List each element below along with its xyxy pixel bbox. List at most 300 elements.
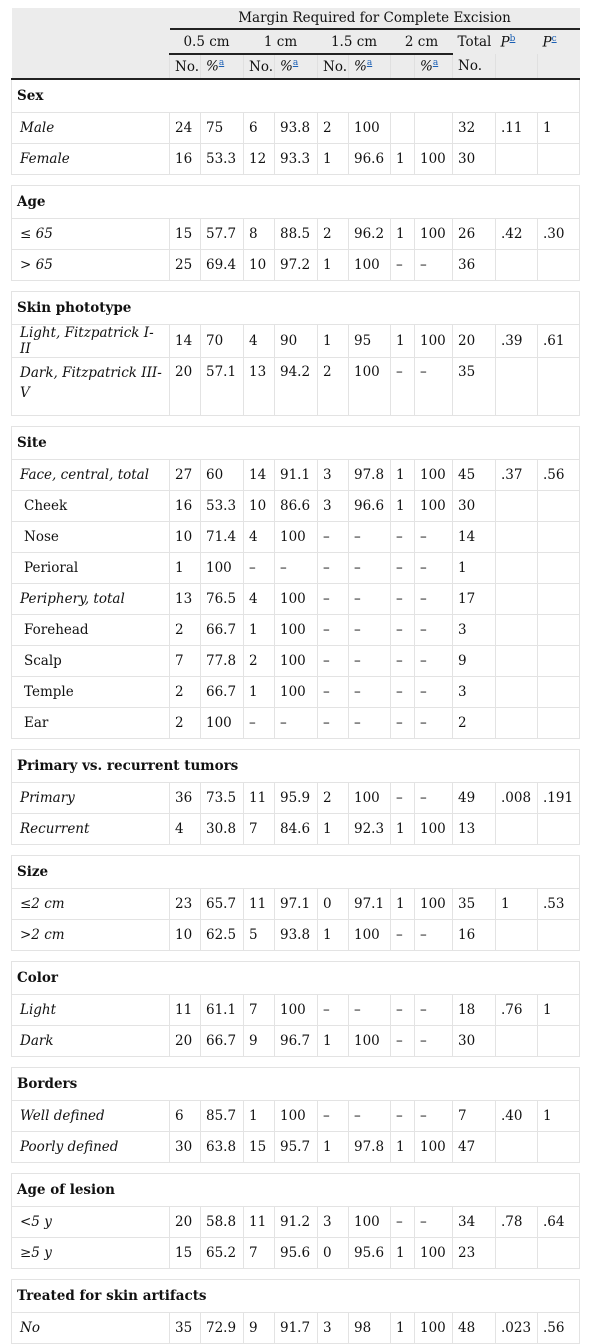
- table-cell: –: [318, 553, 349, 584]
- table-cell: 1: [318, 1026, 349, 1057]
- table-cell: .023: [496, 1313, 538, 1344]
- table-cell: 4: [244, 584, 275, 615]
- table-cell: 6: [244, 113, 275, 144]
- table-cell: –: [415, 553, 453, 584]
- table-cell: 1: [391, 460, 415, 491]
- table-cell: [538, 250, 580, 281]
- table-cell: 65.2: [201, 1238, 244, 1269]
- table-cell: 35: [170, 1313, 201, 1344]
- table-cell: 97.8: [349, 460, 391, 491]
- table-cell: .53: [538, 889, 580, 920]
- section-header-row: [12, 1174, 580, 1207]
- table-cell: 27: [170, 460, 201, 491]
- row-label: Light, Fitzpatrick I-II: [12, 325, 170, 358]
- table-cell: 1: [391, 1238, 415, 1269]
- table-cell: –: [415, 1026, 453, 1057]
- subheader-no-1-5cm: No.: [318, 54, 349, 79]
- table-cell: 97.2: [275, 250, 318, 281]
- table-cell: 100: [349, 250, 391, 281]
- table-cell: –: [415, 677, 453, 708]
- table-cell: 100: [415, 889, 453, 920]
- section-spacer: [12, 1163, 580, 1174]
- table-cell: 49: [453, 783, 496, 814]
- table-cell: –: [415, 584, 453, 615]
- table-cell: 1: [318, 144, 349, 175]
- table-cell: –: [318, 1101, 349, 1132]
- table-row: [12, 584, 580, 615]
- footnote-a-link[interactable]: a: [366, 58, 373, 69]
- table-cell: [496, 920, 538, 951]
- table-cell: [538, 1132, 580, 1163]
- table-cell: –: [415, 1207, 453, 1238]
- table-cell: 66.7: [201, 1026, 244, 1057]
- table-cell: –: [391, 1026, 415, 1057]
- table-cell: 58.8: [201, 1207, 244, 1238]
- table-cell: –: [391, 553, 415, 584]
- table-cell: 93.8: [275, 113, 318, 144]
- table-cell: [538, 1026, 580, 1057]
- section-spacer: [12, 1057, 580, 1068]
- section-spacer: [12, 175, 580, 186]
- table-cell: [538, 677, 580, 708]
- table-cell: [538, 615, 580, 646]
- table-cell: .40: [496, 1101, 538, 1132]
- group-header-2cm: 2 cm: [391, 29, 453, 54]
- table-cell: 2: [170, 708, 201, 739]
- table-cell: 100: [349, 783, 391, 814]
- table-cell: 10: [244, 250, 275, 281]
- table-row: [12, 889, 580, 920]
- table-cell: –: [349, 708, 391, 739]
- subheader-blank-pc: [538, 54, 580, 79]
- table-cell: [538, 491, 580, 522]
- subheader-no-1cm: No.: [244, 54, 275, 79]
- subheader-pct-1-5cm: %$^a$: [349, 54, 391, 79]
- table-cell: [496, 708, 538, 739]
- table-cell: .76: [496, 995, 538, 1026]
- row-label: ≥5 y: [12, 1238, 170, 1269]
- row-label: Ear: [12, 708, 170, 739]
- table-row: [12, 553, 580, 584]
- table-row: [12, 814, 580, 845]
- table-cell: –: [318, 677, 349, 708]
- table-cell: 16: [170, 491, 201, 522]
- subheader-no-2cm: [391, 54, 415, 79]
- table-cell: –: [349, 615, 391, 646]
- table-cell: –: [391, 646, 415, 677]
- table-cell: 62.5: [201, 920, 244, 951]
- footnote-b-link[interactable]: b: [509, 33, 516, 44]
- table-cell: 2: [244, 646, 275, 677]
- table-cell: [538, 920, 580, 951]
- table-cell: 15: [244, 1132, 275, 1163]
- table-cell: 92.3: [349, 814, 391, 845]
- table-row: [12, 708, 580, 739]
- table-cell: 1: [391, 491, 415, 522]
- table-cell: [496, 144, 538, 175]
- table-cell: [496, 646, 538, 677]
- table-cell: 11: [244, 783, 275, 814]
- table-cell: 100: [349, 113, 391, 144]
- table-cell: 14: [244, 460, 275, 491]
- row-label: Nose: [12, 522, 170, 553]
- table-row: [12, 1207, 580, 1238]
- table-cell: 9: [453, 646, 496, 677]
- row-label: Dark: [12, 1026, 170, 1057]
- table-cell: 4: [170, 814, 201, 845]
- excision-margin-table: [11, 8, 580, 1344]
- table-cell: –: [391, 250, 415, 281]
- table-cell: 1: [244, 1101, 275, 1132]
- table-cell: .37: [496, 460, 538, 491]
- table-cell: 96.6: [349, 144, 391, 175]
- table-cell: 84.6: [275, 814, 318, 845]
- table-cell: [496, 584, 538, 615]
- table-cell: 20: [170, 1026, 201, 1057]
- table-cell: 1: [318, 814, 349, 845]
- table-cell: 66.7: [201, 615, 244, 646]
- table-cell: 71.4: [201, 522, 244, 553]
- table-header: [12, 8, 580, 79]
- subheader-blank: [12, 54, 170, 79]
- table-cell: 30: [170, 1132, 201, 1163]
- table-cell: 97.8: [349, 1132, 391, 1163]
- table-cell: 73.5: [201, 783, 244, 814]
- table-cell: –: [318, 584, 349, 615]
- table-cell: 97.1: [349, 889, 391, 920]
- table-cell: –: [275, 553, 318, 584]
- table-cell: 75: [201, 113, 244, 144]
- table-cell: 100: [275, 677, 318, 708]
- section-title: Age of lesion: [12, 1174, 580, 1207]
- table-cell: 57.7: [201, 219, 244, 250]
- table-cell: –: [391, 1101, 415, 1132]
- table-cell: 91.1: [275, 460, 318, 491]
- table-title: Margin Required for Complete Excision: [170, 8, 580, 29]
- table-cell: –: [349, 553, 391, 584]
- table-cell: –: [391, 783, 415, 814]
- table-cell: 7: [170, 646, 201, 677]
- table-cell: –: [349, 677, 391, 708]
- table-cell: 2: [170, 615, 201, 646]
- table-cell: –: [349, 1101, 391, 1132]
- table-cell: –: [415, 920, 453, 951]
- table-cell: –: [391, 677, 415, 708]
- section-spacer: [12, 951, 580, 962]
- table-cell: [538, 708, 580, 739]
- table-cell: 100: [349, 1026, 391, 1057]
- table-cell: –: [349, 522, 391, 553]
- table-cell: 100: [275, 522, 318, 553]
- table-row: [12, 358, 580, 416]
- table-cell: 100: [415, 325, 453, 358]
- table-cell: 100: [415, 1238, 453, 1269]
- section-title: Color: [12, 962, 580, 995]
- table-cell: 2: [170, 677, 201, 708]
- row-label: Perioral: [12, 553, 170, 584]
- table-cell: 60: [201, 460, 244, 491]
- table-row: [12, 995, 580, 1026]
- table-cell: .64: [538, 1207, 580, 1238]
- table-cell: [538, 584, 580, 615]
- table-cell: [415, 113, 453, 144]
- table-cell: 3: [318, 460, 349, 491]
- table-cell: [496, 358, 538, 416]
- table-cell: 97.1: [275, 889, 318, 920]
- table-cell: 94.2: [275, 358, 318, 416]
- table-cell: .191: [538, 783, 580, 814]
- table-cell: 100: [349, 1207, 391, 1238]
- section-header-row: [12, 962, 580, 995]
- table-cell: .56: [538, 1313, 580, 1344]
- table-cell: 95: [349, 325, 391, 358]
- table-cell: [496, 250, 538, 281]
- footnote-a-link[interactable]: a: [218, 58, 225, 69]
- table-cell: 100: [349, 920, 391, 951]
- table-cell: 1: [244, 615, 275, 646]
- section-title: Size: [12, 856, 580, 889]
- table-cell: .39: [496, 325, 538, 358]
- table-cell: 17: [453, 584, 496, 615]
- row-label: Dark, Fitzpatrick III-V: [12, 358, 170, 416]
- table-cell: 0: [318, 889, 349, 920]
- table-cell: 1: [391, 889, 415, 920]
- table-cell: 30: [453, 491, 496, 522]
- table-cell: 30: [453, 1026, 496, 1057]
- table-cell: 1: [318, 1132, 349, 1163]
- table-cell: 3: [453, 615, 496, 646]
- table-cell: [538, 522, 580, 553]
- table-cell: 4: [244, 325, 275, 358]
- table-cell: .78: [496, 1207, 538, 1238]
- row-label: Temple: [12, 677, 170, 708]
- table-row: [12, 1026, 580, 1057]
- table-cell: [496, 1132, 538, 1163]
- table-cell: 53.3: [201, 144, 244, 175]
- table-cell: 16: [170, 144, 201, 175]
- table-cell: 100: [275, 995, 318, 1026]
- table-cell: 100: [201, 553, 244, 584]
- table-cell: 95.7: [275, 1132, 318, 1163]
- table-cell: 10: [170, 522, 201, 553]
- table-cell: 69.4: [201, 250, 244, 281]
- section-header-row: [12, 750, 580, 783]
- table-cell: –: [415, 615, 453, 646]
- table-cell: –: [244, 708, 275, 739]
- table-cell: 35: [453, 358, 496, 416]
- table-row: [12, 677, 580, 708]
- section-header-row: [12, 1280, 580, 1313]
- table-cell: [496, 814, 538, 845]
- group-header-0-5cm: 0.5 cm: [170, 29, 244, 54]
- table-cell: 1: [391, 814, 415, 845]
- table-cell: 1: [244, 677, 275, 708]
- table-cell: 20: [170, 358, 201, 416]
- table-cell: 11: [244, 1207, 275, 1238]
- table-cell: 48: [453, 1313, 496, 1344]
- table-row: [12, 1313, 580, 1344]
- table-cell: 34: [453, 1207, 496, 1238]
- table-cell: 11: [244, 889, 275, 920]
- table-cell: 14: [170, 325, 201, 358]
- section-header-row: [12, 186, 580, 219]
- subheader-no-total: No.: [453, 54, 496, 79]
- table-cell: 16: [453, 920, 496, 951]
- table-cell: 100: [415, 491, 453, 522]
- row-label: Recurrent: [12, 814, 170, 845]
- table-cell: 100: [275, 1101, 318, 1132]
- table-cell: 35: [453, 889, 496, 920]
- table-cell: 90: [275, 325, 318, 358]
- table-cell: 1: [538, 113, 580, 144]
- table-cell: –: [415, 783, 453, 814]
- table-cell: 25: [170, 250, 201, 281]
- table-cell: 1: [318, 920, 349, 951]
- table-cell: 7: [453, 1101, 496, 1132]
- table-cell: 7: [244, 995, 275, 1026]
- table-cell: 70: [201, 325, 244, 358]
- table-cell: 100: [275, 646, 318, 677]
- table-cell: –: [391, 615, 415, 646]
- row-label: Male: [12, 113, 170, 144]
- table-cell: –: [318, 646, 349, 677]
- table-cell: 3: [318, 491, 349, 522]
- table-cell: .008: [496, 783, 538, 814]
- table-cell: 95.6: [349, 1238, 391, 1269]
- section-title: Primary vs. recurrent tumors: [12, 750, 580, 783]
- row-label: <5 y: [12, 1207, 170, 1238]
- table-cell: –: [391, 920, 415, 951]
- table-cell: 85.7: [201, 1101, 244, 1132]
- table-cell: [496, 1026, 538, 1057]
- table-cell: 98: [349, 1313, 391, 1344]
- table-cell: 1: [391, 1313, 415, 1344]
- table-cell: –: [244, 553, 275, 584]
- table-cell: 63.8: [201, 1132, 244, 1163]
- row-label: Face, central, total: [12, 460, 170, 491]
- table-cell: 100: [415, 144, 453, 175]
- table-cell: 23: [453, 1238, 496, 1269]
- table-row: [12, 250, 580, 281]
- table-row: [12, 615, 580, 646]
- table-cell: 96.6: [349, 491, 391, 522]
- table-cell: 47: [453, 1132, 496, 1163]
- table-cell: –: [415, 646, 453, 677]
- table-cell: 1: [453, 553, 496, 584]
- table-cell: 26: [453, 219, 496, 250]
- table-row: [12, 920, 580, 951]
- table-cell: 65.7: [201, 889, 244, 920]
- table-row: [12, 144, 580, 175]
- section-header-row: [12, 856, 580, 889]
- table-cell: 1: [538, 1101, 580, 1132]
- table-cell: 76.5: [201, 584, 244, 615]
- row-label: ≤2 cm: [12, 889, 170, 920]
- table-row: [12, 460, 580, 491]
- p-b-header: $P^b$: [500, 33, 516, 51]
- table-cell: 1: [170, 553, 201, 584]
- table-cell: [538, 358, 580, 416]
- table-cell: 1: [391, 325, 415, 358]
- table-cell: 8: [244, 219, 275, 250]
- table-cell: –: [318, 708, 349, 739]
- table-cell: [538, 553, 580, 584]
- table-cell: –: [415, 708, 453, 739]
- table-cell: 100: [415, 219, 453, 250]
- table-cell: 100: [415, 1132, 453, 1163]
- section-title: Skin phototype: [12, 292, 580, 325]
- table-cell: 1: [391, 144, 415, 175]
- table-cell: –: [415, 522, 453, 553]
- table-cell: –: [349, 584, 391, 615]
- total-header: Total: [457, 34, 492, 50]
- table-cell: 2: [453, 708, 496, 739]
- table-cell: 0: [318, 1238, 349, 1269]
- table-row: [12, 325, 580, 358]
- section-spacer: [12, 739, 580, 750]
- table-cell: 77.8: [201, 646, 244, 677]
- table-cell: [496, 522, 538, 553]
- table-cell: 96.7: [275, 1026, 318, 1057]
- table-cell: 1: [318, 325, 349, 358]
- row-label: No: [12, 1313, 170, 1344]
- table-cell: .42: [496, 219, 538, 250]
- table-cell: [496, 615, 538, 646]
- table-cell: [496, 491, 538, 522]
- table-cell: 2: [318, 113, 349, 144]
- table-cell: 20: [170, 1207, 201, 1238]
- table-cell: 100: [415, 1313, 453, 1344]
- section-spacer: [12, 416, 580, 427]
- footnote-a-link[interactable]: a: [292, 58, 299, 69]
- section-title: Site: [12, 427, 580, 460]
- section-spacer: [12, 281, 580, 292]
- table-cell: 100: [415, 814, 453, 845]
- group-header-1-5cm: 1.5 cm: [318, 29, 391, 54]
- row-label: Poorly defined: [12, 1132, 170, 1163]
- table-cell: 95.6: [275, 1238, 318, 1269]
- table-cell: [496, 677, 538, 708]
- p-c-header: $P^c$: [542, 33, 557, 51]
- group-header-1cm: 1 cm: [244, 29, 318, 54]
- table-cell: 5: [244, 920, 275, 951]
- table-cell: [538, 1238, 580, 1269]
- row-label: Well defined: [12, 1101, 170, 1132]
- table-cell: –: [318, 522, 349, 553]
- table-cell: 13: [244, 358, 275, 416]
- table-cell: 7: [244, 1238, 275, 1269]
- table-cell: 2: [318, 219, 349, 250]
- subheader-pct-0-5cm: %$^a$: [201, 54, 244, 79]
- table-cell: 7: [244, 814, 275, 845]
- footnote-c-link[interactable]: c: [551, 33, 557, 44]
- subheader-pct-1cm: %$^a$: [275, 54, 318, 79]
- table-cell: –: [391, 708, 415, 739]
- table-cell: 100: [201, 708, 244, 739]
- table-row: [12, 113, 580, 144]
- table-cell: 1: [391, 1132, 415, 1163]
- table-cell: –: [349, 995, 391, 1026]
- table-cell: 9: [244, 1026, 275, 1057]
- row-label: Primary: [12, 783, 170, 814]
- table-cell: –: [415, 358, 453, 416]
- table-cell: 100: [415, 460, 453, 491]
- subheader-no-0-5cm: No.: [170, 54, 201, 79]
- footnote-a-link[interactable]: a: [432, 58, 439, 69]
- row-label: Scalp: [12, 646, 170, 677]
- table-cell: 14: [453, 522, 496, 553]
- subheader-blank-pb: [496, 54, 538, 79]
